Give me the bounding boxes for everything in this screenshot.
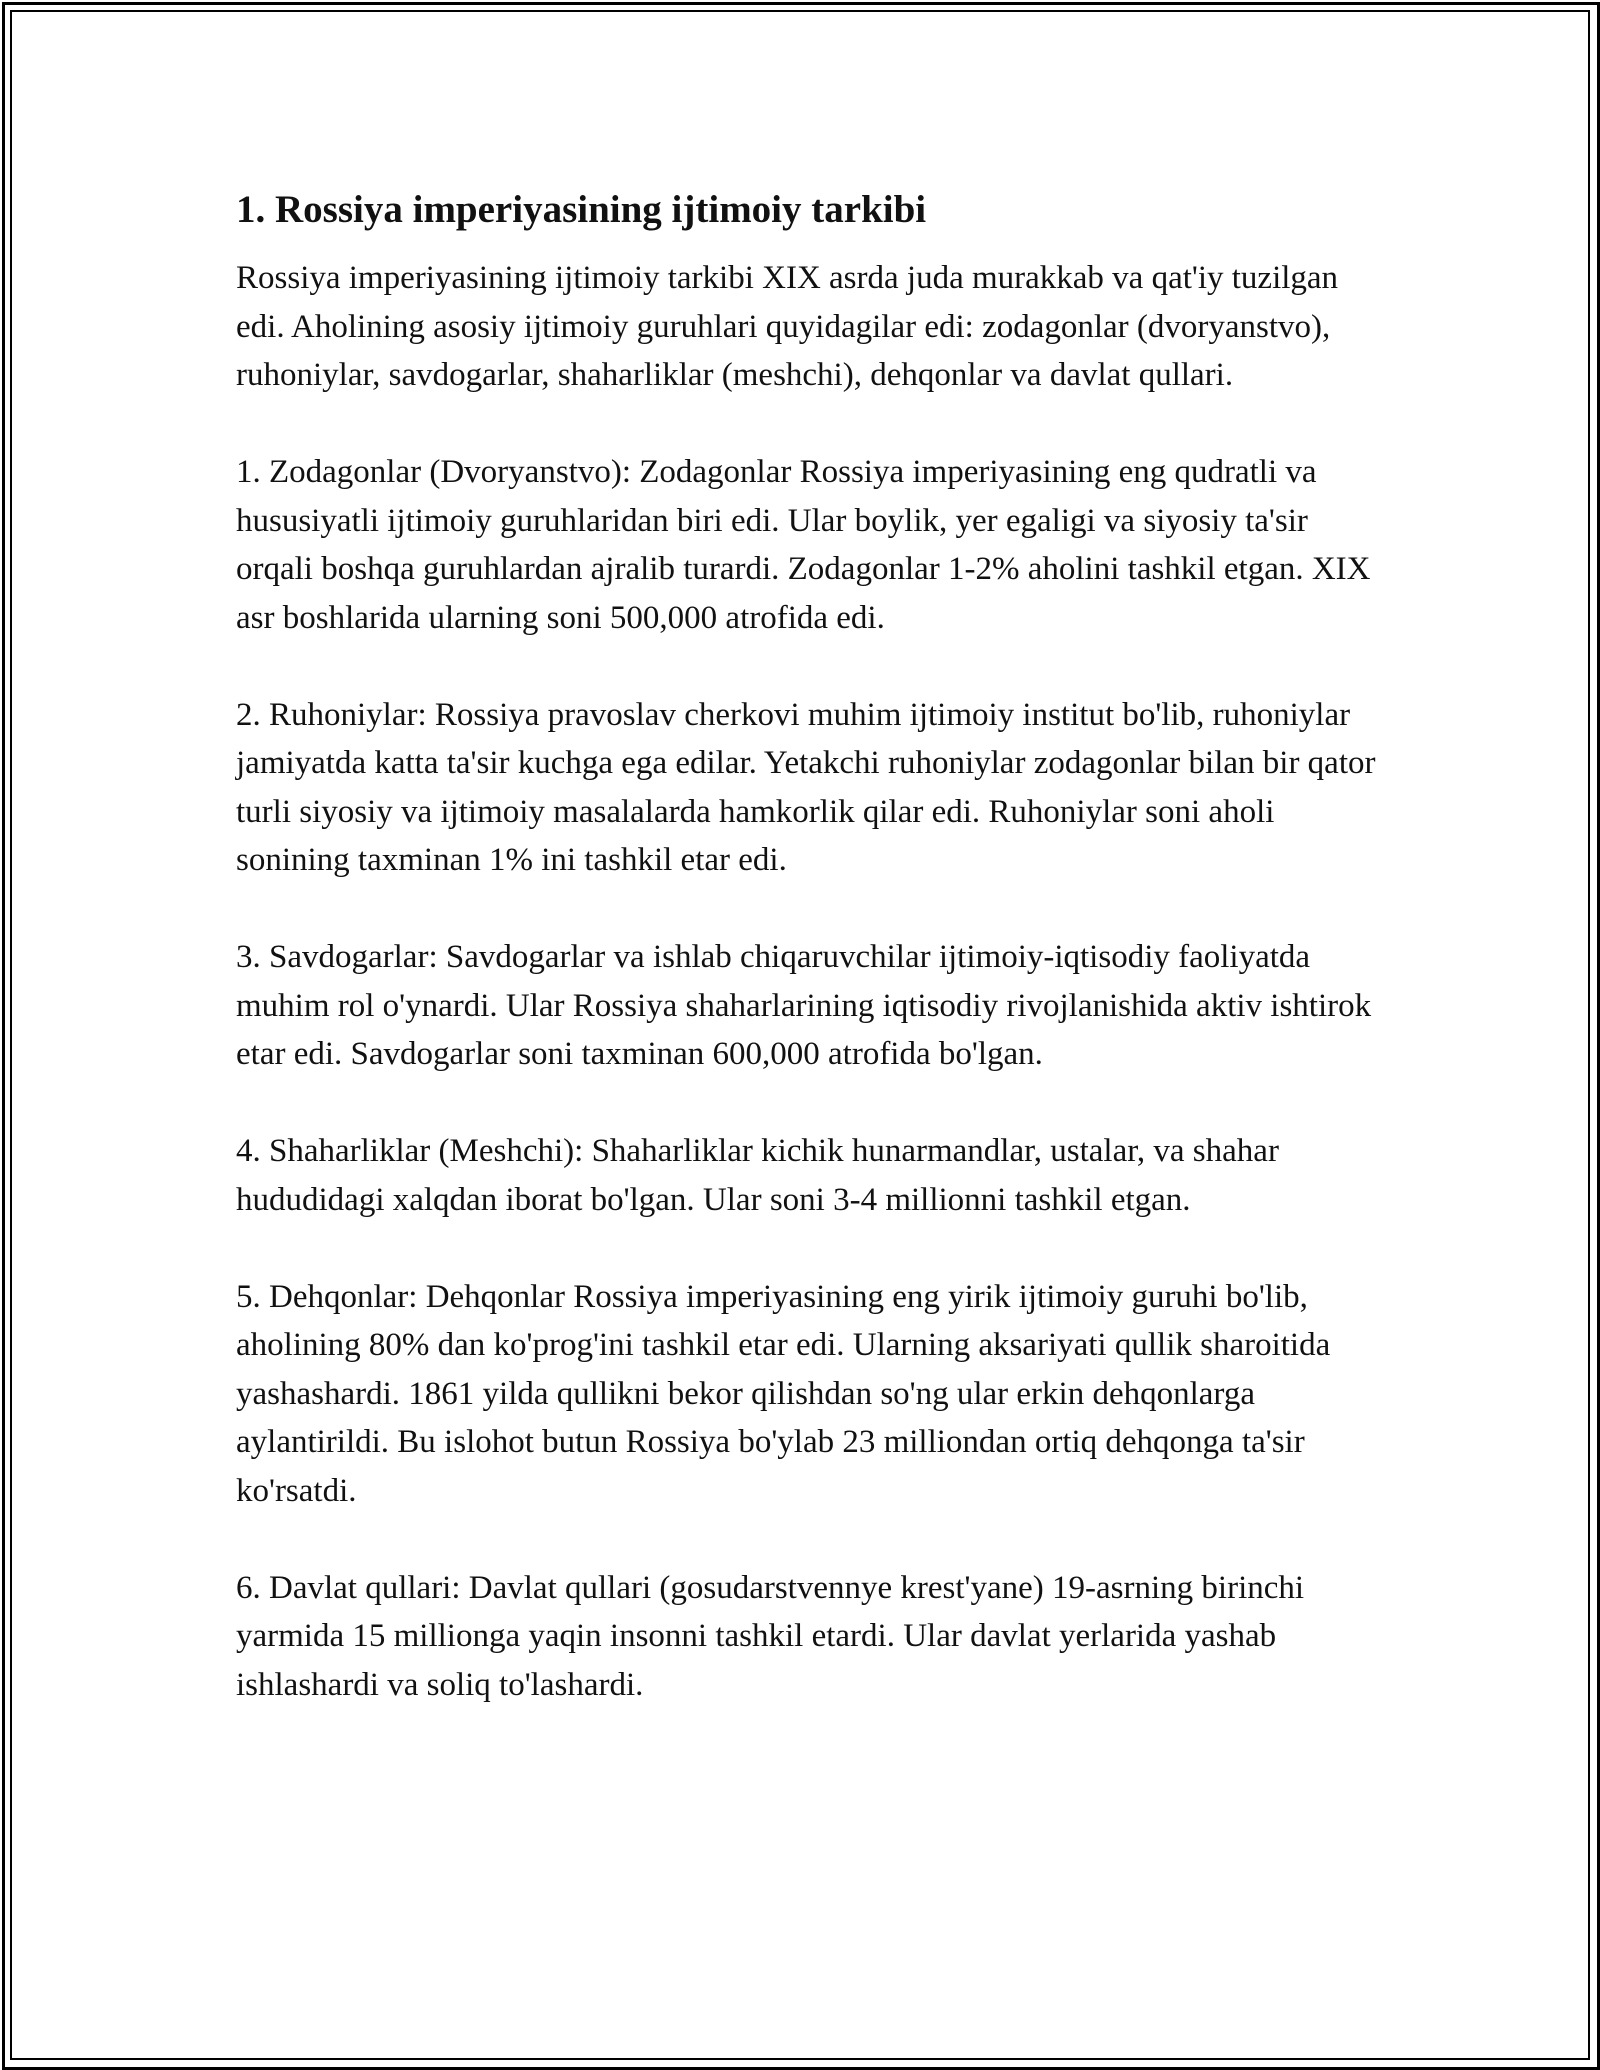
document-body — [236, 186, 1386, 1758]
paragraph-savdogarlar: 3. Savdogarlar: Savdogarlar va ishlab chiqaruvchilar ijtimoiy-iqtisodiy faoliyatda muhim rol o'ynardi. Ular Rossiya shaharlarining iqtisodiy rivojlanishida aktiv ishtirok etar edi. Savdogarlar soni taxminan 600,000 atrofida bo'lgan. — [236, 939, 1372, 1072]
paragraph-dehqonlar: 5. Dehqonlar: Dehqonlar Rossiya imperiyasining eng yirik ijtimoiy guruhi bo'lib, aholining 80% dan ko'prog'ini tashkil etar edi. Ularning aksariyati qullik sharoitida yashashardi. 1861 yilda qullikni bekor qilishdan so'ng ular erkin dehqonlarga aylantirildi. Bu islohot butun Rossiya bo'ylab 23 milliondan ortiq dehqonga ta'sir ko'rsatdi. — [236, 1278, 1331, 1509]
paragraph-ruhoniylar: 2. Ruhoniylar: Rossiya pravoslav cherkovi muhim ijtimoiy institut bo'lib, ruhoniylar jamiyatda katta ta'sir kuchga ega edilar. Yetakchi ruhoniylar zodagonlar bilan bir qator turli siyosiy va ijtimoiy masalalarda hamkorlik qilar edi. Ruhoniylar soni aholi sonining taxminan 1% ini tashkil etar edi. — [236, 696, 1376, 878]
document-title: 1. Rossiya imperiyasining ijtimoiy tarkibi — [236, 188, 927, 231]
paragraph-davlat-qullari: 6. Davlat qullari: Davlat qullari (gosudarstvennye krest'yane) 19-asrning birinchi yarmida 15 millionga yaqin insonni tashkil etardi. Ular davlat yerlarida yashab ishlashardi va soliq to'lashardi. — [236, 1569, 1305, 1703]
paragraph-shaharliklar: 4. Shaharliklar (Meshchi): Shaharliklar kichik hunarmandlar, ustalar, va shahar hududidagi xalqdan iborat bo'lgan. Ular soni 3-4 millionni tashkil etgan. — [236, 1133, 1279, 1218]
intro-paragraph: Rossiya imperiyasining ijtimoiy tarkibi XIX asrda juda murakkab va qat'iy tuzilgan edi. Aholining asosiy ijtimoiy guruhlari quyidagilar edi: zodagonlar (dvoryanstvo), ruhoniylar, savdogarlar, shaharliklar (meshchi), dehqonlar va davlat qullari. — [236, 260, 1339, 393]
paragraph-zodagonlar: 1. Zodagonlar (Dvoryanstvo): Zodagonlar Rossiya imperiyasining eng qudratli va hususiyatli ijtimoiy guruhlaridan biri edi. Ular boylik, yer egaligi va siyosiy ta'sir orqali boshqa guruhlardan ajralib turardi. Zodagonlar 1-2% aholini tashkil etgan. XIX asr boshlarida ularning soni 500,000 atrofida edi. — [236, 454, 1371, 636]
